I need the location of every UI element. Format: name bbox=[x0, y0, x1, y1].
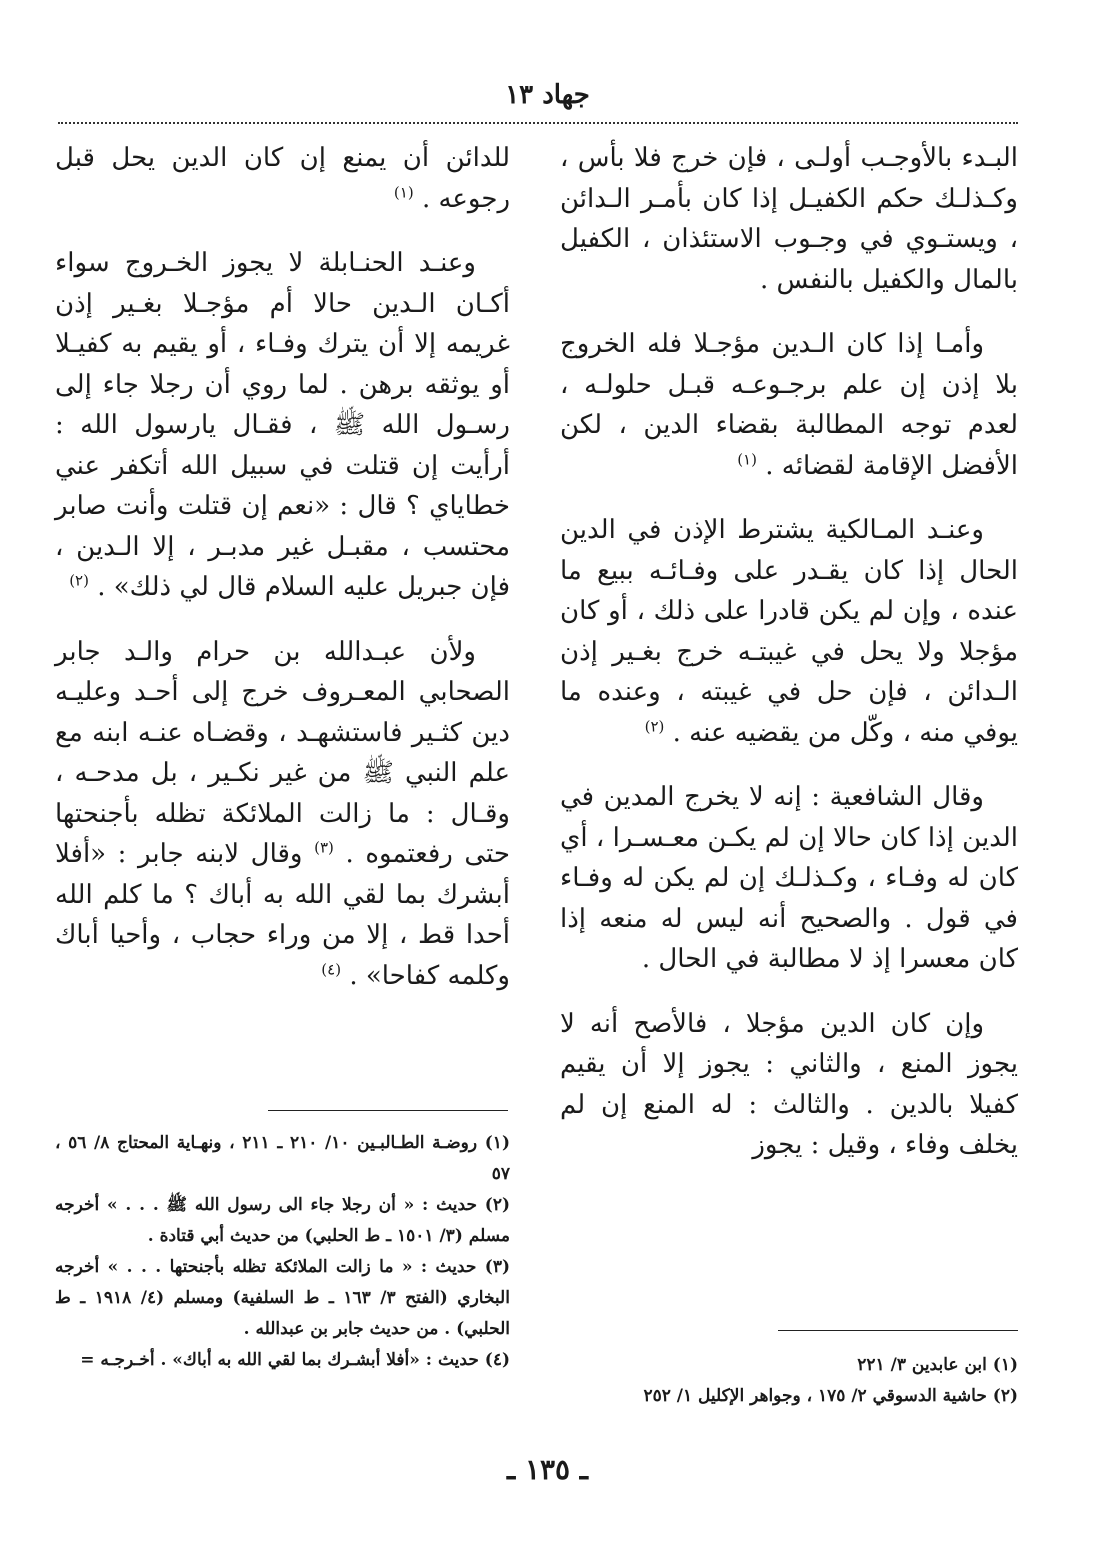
right-paragraph-2 bbox=[560, 324, 1018, 486]
footnote: (٢) حديث : « أن رجلا جاء الى رسول الله ﷺ . . . » أخرجه مسلم (٣/ ١٥٠١ ـ ط الحلبي) من حديث أبي قتادة . bbox=[55, 1195, 510, 1246]
left-paragraph-3b-text: وقال لابنه جابر : «أفلا أبشرك بما لقي الله به أباك ؟ ما كلم الله أحدا قط ، إلا من وراء حجاب ، وأحيا أباك وكلمه كفاحا» . bbox=[55, 839, 510, 991]
footnote-ref[interactable]: (١) bbox=[393, 182, 414, 201]
left-column bbox=[55, 138, 510, 996]
footnote-ref[interactable]: (٣) bbox=[314, 838, 334, 857]
left-paragraph-3 bbox=[55, 632, 510, 997]
right-paragraph-1-text: البـدء بالأوجـب أولـى ، فإن خرج فلا بأس ، وكـذلـك حكم الكفيـل إذا كان بأمـر الـدائن ، ويستـوي في وجـوب الاستئذان ، الكفيل بالمال والكفيل بالنفس . bbox=[560, 143, 1018, 295]
right-footnotes bbox=[560, 1350, 1018, 1412]
right-paragraph-4 bbox=[560, 777, 1018, 980]
header-dotted-rule bbox=[58, 122, 1018, 124]
footnote: (١) ابن عابدين ٣/ ٢٢١ bbox=[857, 1355, 1018, 1375]
right-column bbox=[560, 138, 1018, 1166]
left-paragraph-1-text: للدائن أن يمنع إن كان الدين يحل قبل رجوعه . bbox=[55, 143, 510, 214]
footnote: (٢) حاشية الدسوقي ٢/ ١٧٥ ، وجواهر الإكليل ١/ ٢٥٢ bbox=[643, 1386, 1018, 1406]
left-paragraph-1 bbox=[55, 138, 510, 219]
footnote-ref[interactable]: (٤) bbox=[321, 959, 342, 978]
footnote-ref[interactable]: (١) bbox=[737, 449, 757, 468]
footnote: (١) روضـة الطـالبـين ١٠/ ٢١٠ ـ ٢١١ ، ونهـاية المحتاج ٨/ ٥٦ ، ٥٧ bbox=[55, 1133, 510, 1184]
left-footnote-separator bbox=[268, 1110, 508, 1111]
right-paragraph-3 bbox=[560, 510, 1018, 753]
left-footnotes bbox=[55, 1128, 510, 1376]
footnote-ref[interactable]: (٢) bbox=[644, 716, 665, 735]
right-paragraph-5 bbox=[560, 1004, 1018, 1166]
footnote-ref[interactable]: (٢) bbox=[69, 571, 89, 590]
left-paragraph-2-text: وعنـد الحنـابلة لا يجوز الخـروج سواء أكـان الـدين حالا أم مؤجـلا بغـير إذن غريمه إلا أن يترك وفـاء ، أو يقيم به كفيـلا أو يوثقه برهن . لما روي أن رجلا جاء إلى رسـول الله ﷺ ، فقـال يارسول الله : أرأيت إن قتلت في سبيل الله أتكفر عني خطاياي ؟ قال : «نعم إن قتلت وأنت صابر محتسب ، مقبـل غير مدبـر ، إلا الـدين ، فإن جبريل عليه السلام قال لي ذلك» . bbox=[55, 248, 510, 602]
footnote: (٤) حديث : «أفلا أبشـرك بما لقي الله به أباك» . أخـرجـه = bbox=[80, 1350, 510, 1370]
page-header-title: جهاد ١٣ bbox=[505, 80, 590, 110]
right-paragraph-4-text: وقال الشافعية : إنه لا يخرج المدين في الدين إذا كان حالا إن لم يكـن معـسـرا ، أي كان له وفـاء ، وكـذلـك إن لم يكن له وفـاء في قول . والصحيح أنه ليس له منعه إذا كان معسرا إذ لا مطالبة في الحال . bbox=[560, 782, 1018, 974]
left-paragraph-3-text: ولأن عبـدالله بن حرام والـد جابر الصحابي المعـروف خرج إلى أحـد وعليـه دين كثـير فاستشهـد ، وقضـاه عنـه ابنه مع علم النبي ﷺ من غير نكـير ، بل مدحـه ، وقـال : ما زالت الملائكة تظله بأجنحتها حتى رفعتموه . bbox=[55, 636, 511, 869]
right-paragraph-5-text: وإن كان الدين مؤجلا ، فالأصح أنه لا يجوز المنع ، والثاني : يجوز إلا أن يقيم كفيلا بالدين . والثالث : له المنع إن لم يخلف وفاء ، وقيل : يجوز bbox=[560, 1008, 1018, 1160]
right-footnote-separator bbox=[778, 1330, 1018, 1331]
right-paragraph-3-text: وعنـد المـالكية يشترط الإذن في الدين الحال إذا كان يقـدر على وفـائـه ببيع ما عنده ، وإن لم يكن قادرا على ذلك ، أو كان مؤجلا ولا يحل في غيبتـه خرج بغـير إذن الـدائن ، فإن حل في غيبته ، وعنده ما يوفي منه ، وكّل من يقضيه عنه . bbox=[560, 515, 1018, 748]
footnote: (٣) حديث : « ما زالت الملائكة تظله بأجنحتها . . . » أخرجه البخاري (الفتح ٣/ ١٦٣ ـ ط السلفية) ومسلم (٤/ ١٩١٨ ـ ط الحلبي) . من حديث جابر بن عبدالله . bbox=[55, 1257, 510, 1339]
left-paragraph-2 bbox=[55, 243, 510, 608]
right-paragraph-2-text: وأمـا إذا كان الـدين مؤجـلا فله الخروج بلا إذن إن علم برجـوعـه قبـل حلولـه ، لعدم توجه المطالبة بقضاء الدين ، لكن الأفضل الإقامة لقضائه . bbox=[560, 329, 1018, 481]
right-paragraph-1 bbox=[560, 138, 1018, 300]
page-number: ـ ١٣٥ ـ bbox=[506, 1453, 589, 1486]
